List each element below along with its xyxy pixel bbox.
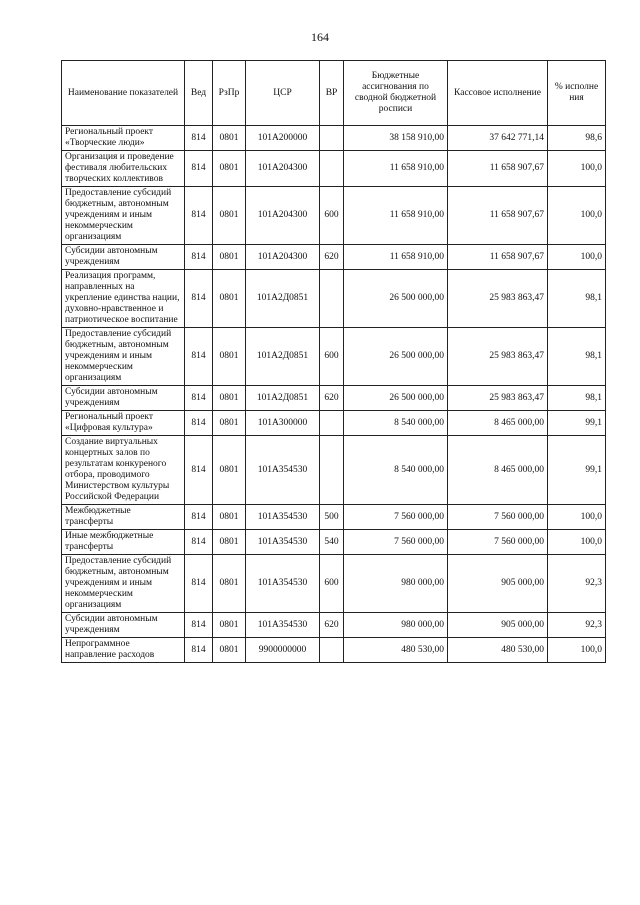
cell-vr: 600 bbox=[320, 328, 344, 386]
table-row bbox=[62, 530, 606, 555]
cell-cash-execution: 25 983 863,47 bbox=[448, 328, 548, 386]
cell-assignments: 8 540 000,00 bbox=[344, 436, 448, 505]
cell-name: Предоставление субсидий бюджетным, автономным учреждениям и иным некоммерческим организациям bbox=[62, 328, 185, 386]
cell-percent: 100,0 bbox=[548, 151, 606, 187]
cell-ved: 814 bbox=[185, 638, 213, 663]
cell-percent: 98,1 bbox=[548, 270, 606, 328]
header-vr: ВР bbox=[320, 61, 344, 126]
cell-rzpr: 0801 bbox=[213, 245, 246, 270]
cell-ved: 814 bbox=[185, 386, 213, 411]
cell-percent: 100,0 bbox=[548, 505, 606, 530]
cell-assignments: 980 000,00 bbox=[344, 555, 448, 613]
cell-vr: 500 bbox=[320, 505, 344, 530]
cell-csr: 101A204300 bbox=[246, 151, 320, 187]
cell-ved: 814 bbox=[185, 245, 213, 270]
header-rzpr: РзПр bbox=[213, 61, 246, 126]
cell-csr: 9900000000 bbox=[246, 638, 320, 663]
cell-vr bbox=[320, 151, 344, 187]
cell-rzpr: 0801 bbox=[213, 270, 246, 328]
table-row bbox=[62, 436, 606, 505]
cell-name: Региональный проект «Творческие люди» bbox=[62, 126, 185, 151]
cell-assignments: 26 500 000,00 bbox=[344, 386, 448, 411]
cell-ved: 814 bbox=[185, 505, 213, 530]
cell-assignments: 480 530,00 bbox=[344, 638, 448, 663]
cell-name: Субсидии автономным учреждениям bbox=[62, 245, 185, 270]
header-ved: Вед bbox=[185, 61, 213, 126]
cell-vr: 600 bbox=[320, 555, 344, 613]
cell-rzpr: 0801 bbox=[213, 151, 246, 187]
table-row bbox=[62, 187, 606, 245]
cell-vr: 540 bbox=[320, 530, 344, 555]
cell-csr: 101A2Д0851 bbox=[246, 270, 320, 328]
cell-rzpr: 0801 bbox=[213, 530, 246, 555]
cell-percent: 100,0 bbox=[548, 530, 606, 555]
cell-csr: 101A354530 bbox=[246, 530, 320, 555]
cell-percent: 98,6 bbox=[548, 126, 606, 151]
cell-vr: 600 bbox=[320, 187, 344, 245]
cell-ved: 814 bbox=[185, 187, 213, 245]
cell-rzpr: 0801 bbox=[213, 613, 246, 638]
cell-cash-execution: 37 642 771,14 bbox=[448, 126, 548, 151]
table-row bbox=[62, 411, 606, 436]
table-row bbox=[62, 126, 606, 151]
cell-name: Иные межбюджетные трансферты bbox=[62, 530, 185, 555]
cell-assignments: 26 500 000,00 bbox=[344, 328, 448, 386]
cell-vr: 620 bbox=[320, 245, 344, 270]
cell-cash-execution: 25 983 863,47 bbox=[448, 386, 548, 411]
cell-rzpr: 0801 bbox=[213, 386, 246, 411]
cell-cash-execution: 905 000,00 bbox=[448, 613, 548, 638]
cell-vr bbox=[320, 270, 344, 328]
cell-name: Реализация программ, направленных на укрепление единства нации, духовно-нравственное и патриотическое воспитание bbox=[62, 270, 185, 328]
cell-csr: 101A354530 bbox=[246, 613, 320, 638]
cell-name: Предоставление субсидий бюджетным, автономным учреждениям и иным некоммерческим организациям bbox=[62, 555, 185, 613]
cell-percent: 100,0 bbox=[548, 245, 606, 270]
cell-assignments: 11 658 910,00 bbox=[344, 245, 448, 270]
table-row bbox=[62, 638, 606, 663]
cell-vr: 620 bbox=[320, 386, 344, 411]
header-name: Наименование показателей bbox=[62, 61, 185, 126]
cell-cash-execution: 7 560 000,00 bbox=[448, 505, 548, 530]
cell-name: Региональный проект «Цифровая культура» bbox=[62, 411, 185, 436]
table-row bbox=[62, 555, 606, 613]
header-csr: ЦСР bbox=[246, 61, 320, 126]
cell-ved: 814 bbox=[185, 126, 213, 151]
header-assignments: Бюджетные ассигнования по сводной бюджетной росписи bbox=[344, 61, 448, 126]
cell-cash-execution: 11 658 907,67 bbox=[448, 245, 548, 270]
cell-cash-execution: 25 983 863,47 bbox=[448, 270, 548, 328]
cell-rzpr: 0801 bbox=[213, 411, 246, 436]
cell-vr bbox=[320, 638, 344, 663]
cell-vr bbox=[320, 436, 344, 505]
header-row bbox=[62, 61, 606, 126]
cell-csr: 101A300000 bbox=[246, 411, 320, 436]
cell-csr: 101A354530 bbox=[246, 505, 320, 530]
cell-assignments: 26 500 000,00 bbox=[344, 270, 448, 328]
cell-ved: 814 bbox=[185, 270, 213, 328]
header-cash-execution: Кассовое исполнение bbox=[448, 61, 548, 126]
table-row bbox=[62, 613, 606, 638]
cell-name: Непрограммное направление расходов bbox=[62, 638, 185, 663]
cell-percent: 98,1 bbox=[548, 328, 606, 386]
cell-name: Организация и проведение фестиваля любительских творческих коллективов bbox=[62, 151, 185, 187]
cell-assignments: 7 560 000,00 bbox=[344, 530, 448, 555]
cell-percent: 100,0 bbox=[548, 187, 606, 245]
cell-assignments: 11 658 910,00 bbox=[344, 151, 448, 187]
cell-cash-execution: 11 658 907,67 bbox=[448, 187, 548, 245]
table-row bbox=[62, 505, 606, 530]
budget-execution-table bbox=[61, 60, 606, 663]
cell-percent: 98,1 bbox=[548, 386, 606, 411]
cell-csr: 101A354530 bbox=[246, 436, 320, 505]
cell-csr: 101A204300 bbox=[246, 187, 320, 245]
cell-ved: 814 bbox=[185, 436, 213, 505]
table-row bbox=[62, 386, 606, 411]
cell-vr bbox=[320, 411, 344, 436]
cell-ved: 814 bbox=[185, 411, 213, 436]
cell-rzpr: 0801 bbox=[213, 436, 246, 505]
cell-ved: 814 bbox=[185, 530, 213, 555]
cell-csr: 101A2Д0851 bbox=[246, 328, 320, 386]
cell-name: Субсидии автономным учреждениям bbox=[62, 386, 185, 411]
cell-cash-execution: 8 465 000,00 bbox=[448, 436, 548, 505]
cell-name: Предоставление субсидий бюджетным, автономным учреждениям и иным некоммерческим организациям bbox=[62, 187, 185, 245]
cell-rzpr: 0801 bbox=[213, 187, 246, 245]
cell-percent: 92,3 bbox=[548, 613, 606, 638]
cell-percent: 92,3 bbox=[548, 555, 606, 613]
cell-vr bbox=[320, 126, 344, 151]
cell-rzpr: 0801 bbox=[213, 638, 246, 663]
table-row bbox=[62, 245, 606, 270]
cell-assignments: 980 000,00 bbox=[344, 613, 448, 638]
cell-percent: 99,1 bbox=[548, 436, 606, 505]
cell-rzpr: 0801 bbox=[213, 555, 246, 613]
table-header bbox=[62, 61, 606, 126]
table-body bbox=[62, 126, 606, 663]
table-row bbox=[62, 151, 606, 187]
cell-ved: 814 bbox=[185, 613, 213, 638]
cell-rzpr: 0801 bbox=[213, 126, 246, 151]
cell-name: Создание виртуальных концертных залов по результатам конкуреного отбора, проводимого Министерством культуры Российской Федерации bbox=[62, 436, 185, 505]
cell-csr: 101A354530 bbox=[246, 555, 320, 613]
cell-name: Субсидии автономным учреждениям bbox=[62, 613, 185, 638]
cell-assignments: 38 158 910,00 bbox=[344, 126, 448, 151]
cell-csr: 101A204300 bbox=[246, 245, 320, 270]
cell-csr: 101A200000 bbox=[246, 126, 320, 151]
cell-assignments: 7 560 000,00 bbox=[344, 505, 448, 530]
page-number: 164 bbox=[311, 30, 329, 44]
header-percent: % исполне ния bbox=[548, 61, 606, 126]
cell-ved: 814 bbox=[185, 151, 213, 187]
cell-name: Межбюджетные трансферты bbox=[62, 505, 185, 530]
cell-cash-execution: 905 000,00 bbox=[448, 555, 548, 613]
cell-cash-execution: 480 530,00 bbox=[448, 638, 548, 663]
cell-cash-execution: 8 465 000,00 bbox=[448, 411, 548, 436]
table-row bbox=[62, 328, 606, 386]
cell-vr: 620 bbox=[320, 613, 344, 638]
cell-assignments: 11 658 910,00 bbox=[344, 187, 448, 245]
cell-percent: 99,1 bbox=[548, 411, 606, 436]
cell-assignments: 8 540 000,00 bbox=[344, 411, 448, 436]
cell-ved: 814 bbox=[185, 328, 213, 386]
cell-rzpr: 0801 bbox=[213, 328, 246, 386]
cell-rzpr: 0801 bbox=[213, 505, 246, 530]
table-row bbox=[62, 270, 606, 328]
cell-cash-execution: 11 658 907,67 bbox=[448, 151, 548, 187]
cell-percent: 100,0 bbox=[548, 638, 606, 663]
cell-csr: 101A2Д0851 bbox=[246, 386, 320, 411]
cell-ved: 814 bbox=[185, 555, 213, 613]
cell-cash-execution: 7 560 000,00 bbox=[448, 530, 548, 555]
